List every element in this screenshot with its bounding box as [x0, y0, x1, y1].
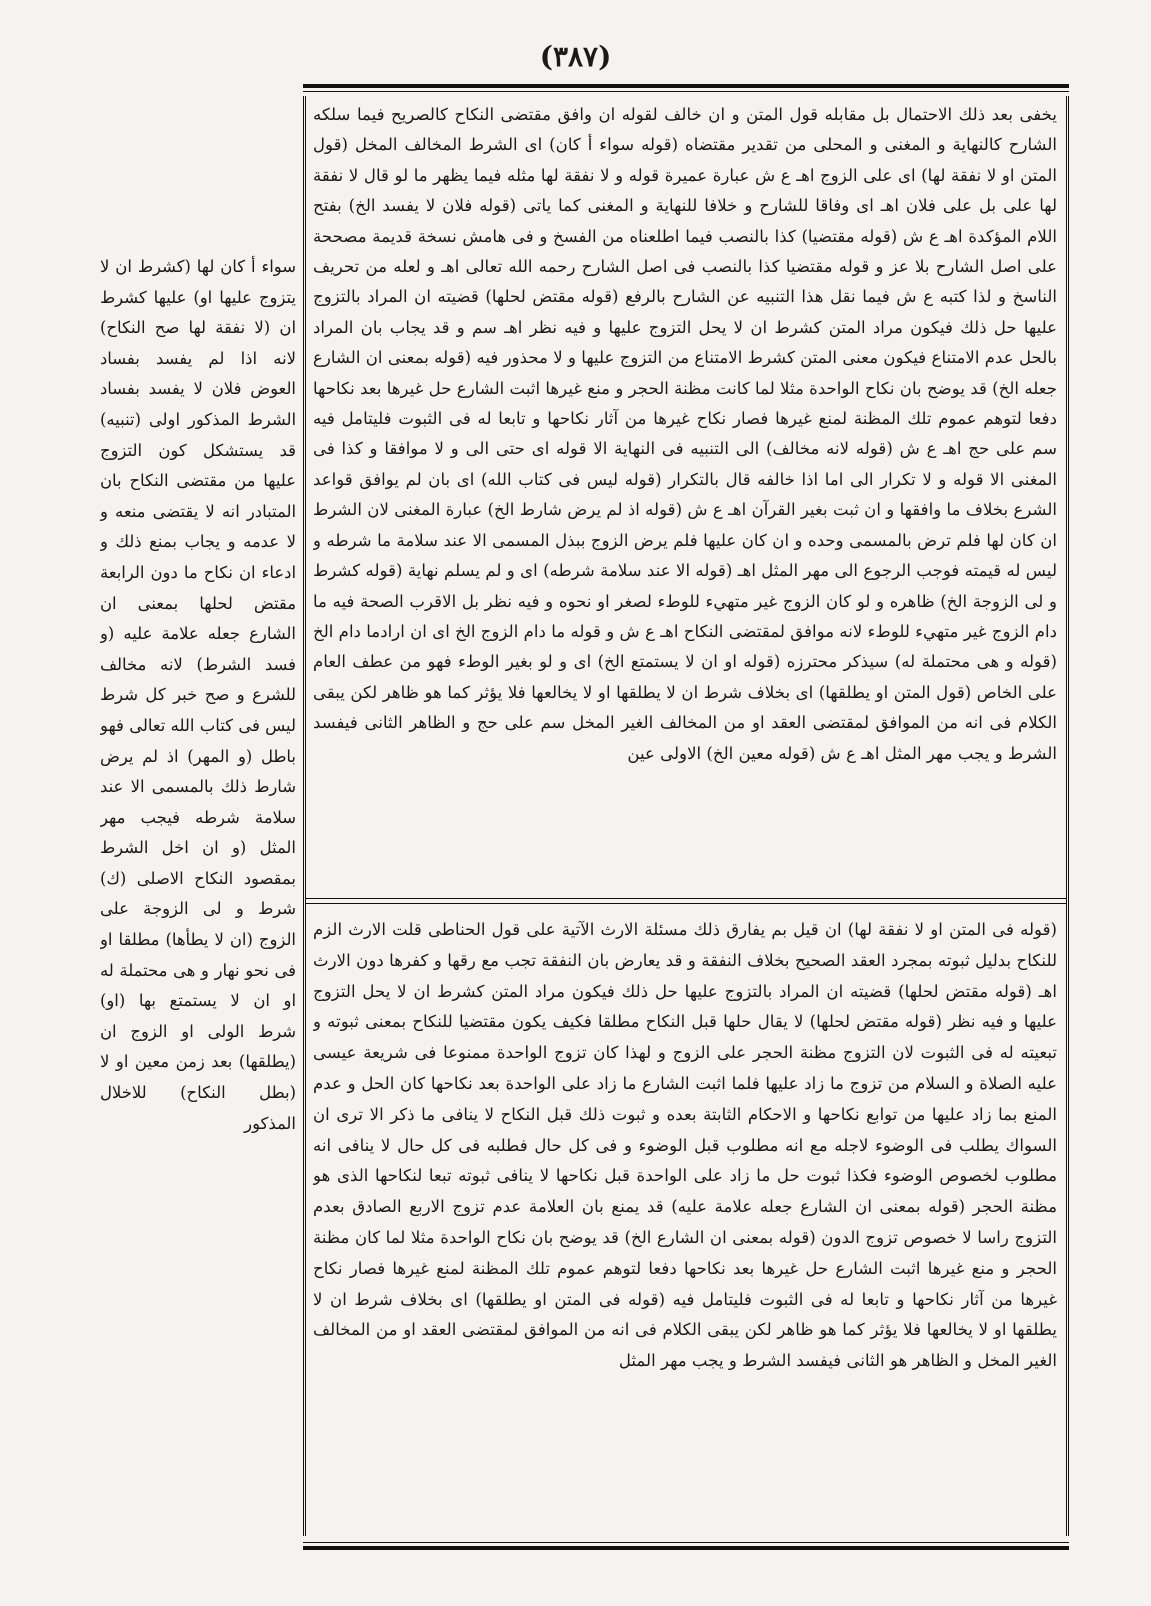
- top-double-rule: [303, 84, 1069, 92]
- page-number: (۳۸۷): [539, 40, 612, 73]
- secondary-commentary: [313, 915, 1057, 1535]
- bottom-double-rule: [303, 1542, 1069, 1550]
- secondary-commentary-text: (قوله فى المتن او لا نفقة لها) ان قيل بم يفارق ذلك مسئلة الارث الآتية على قول الحناطى قلت الارث الزم للنكاح بدليل ثبوته بمجرد العقد الصحيح بخلاف النفقة و قد يعارض بان النفقة تجب مع رقها و كفرها دون الارث اهـ (قوله مقتض لحلها) قضيته ان المراد بالتزوج عليها حل ذلك فيكون مراد المتن كشرط ان لا يحل التزوج عليها و فيه نظر (قوله مقتض لحلها) لا يقال حلها قبل النكاح مطلقا فكيف يكون مقتضيا للنكاح بمعنى ثبوته و تبعيته له فى الثبوت لان التزوج مظنة الحجر على الزوج و لهذا كان تزوج الواحدة ممنوعا فى شريعة عيسى عليه الصلاة و السلام من تزوج ما زاد عليها فلما اثبت الشارع ما زاد على الواحدة بعد نكاحها كان الحل و عدم المنع بما زاد عليها من توابع نكاحها و الاحكام الثابتة بعده و ثبوت ذلك قبل النكاح لا ينافى ما ذكر الا ترى ان السواك يطلب فى الوضوء لاجله مع انه مطلوب قبل الوضوء و فى كل حال فطلبه فى كل حال لا ينافى انه مطلوب لخصوص الوضوء فكذا ثبوت حل ما زاد على الواحدة قبل نكاحها لا ينافى ثبوته تبعا لنكاحها الذى هو مظنة الحجر (قوله بمعنى ان الشارع جعله علامة عليه) قد يمنع بان العلامة عدم تزوج الاربع الصادق بعدم التزوج راسا لا خصوص تزوج الدون (قوله بمعنى ان الشارع الخ) قد يوضح بان نكاح الواحدة مثلا لما كان مظنة الحجر و منع غيرها اثبت الشارع حل غيرها بعد نكاحها دفعا لتوهم عموم تلك المظنة لمنع غيرها فصار نكاح غيرها من آثار نكاحها و تابعا له فى الثبوت فليتامل فيه (قوله فى المتن او يطلقها) اى بخلاف شرط ان لا يطلقها او لا يخالعها فلا يؤثر كما هو ظاهر لكن يبقى الكلام فى انه من الموافق لمقتضى العقد او من المخالف الغير المخل و الظاهر هو الثانى فيفسد الشرط و يجب مهر المثل: [313, 920, 1057, 1371]
- section-divider: [306, 898, 1066, 904]
- matn-side-column: [100, 252, 296, 1372]
- main-commentary-text: يخفى بعد ذلك الاحتمال بل مقابله قول المتن و ان خالف لقوله ان وافق مقتضى النكاح كالصريح فيما سلكه الشارح كالنهاية و المغنى و المحلى من تقدير مقتضاه (قوله سواء أ كان) اى الشرط المخالف المخل (قول المتن او لا نفقة لها) اى على الزوج اهـ ع ش عبارة عميرة قوله و لا نفقة لها مثله فيما يظهر ما لو قال لا نفقة لها على بل على فلان اهـ اى وفاقا للشارح و خلافا للنهاية و المغنى كما ياتى (قوله فلان لا يفسد الخ) بفتح اللام المؤكدة اهـ ع ش (قوله مقتضيا) كذا بالنصب فيما اطلعناه من الفسخ و فى هامش نسخة قديمة مصححة على اصل الشارح بلا عز و قوله مقتضيا كذا بالنصب فى اصل الشارح رحمه الله تعالى اهـ و لعله من تحريف الناسخ و لذا كتبه ع ش فيما نقل هذا التنبيه عن الشارح بالرفع (قوله مقتض لحلها) قضيته ان المراد بالتزوج عليها حل ذلك فيكون مراد المتن كشرط ان لا يحل التزوج عليها و فيه نظر اهـ سم و قد يجاب بان المراد بالحل عدم الامتناع فيكون معنى المتن كشرط الامتناع من التزوج عليها و لا محذور فيه (قوله بمعنى ان الشارع جعله الخ) قد يوضح بان نكاح الواحدة مثلا لما كانت مظنة الحجر و منع غيرها اثبت الشارع حل غيرها بعد نكاحها دفعا لتوهم عموم تلك المظنة لمنع غيرها فصار نكاح غيرها من آثار نكاحها و تابعا له فى الثبوت فليتامل فيه سم على حج اهـ ع ش (قوله لانه مخالف) الى التنبيه فى النهاية الا قوله اى حتى الى و لا موافقا و كذا فى المغنى الا قوله و لا تكرار الى اما اذا خالفه قال بالتكرار (قوله ليس فى كتاب الله) اى بان لم يوافق قواعد الشرع بخلاف ما وافقها و ان ثبت بغير القرآن اهـ ع ش (قوله اذ لم يرض شارط الخ) عبارة المغنى لان الشرط ان كان لها فلم ترض بالمسمى وحده و ان كان عليها فلم يرض الزوج ببذل المسمى الا عند سلامة ما شرطه و ليس له قيمته فوجب الرجوع الى مهر المثل اهـ (قوله الا عند سلامة شرطه) اى و لم يسلم نهاية (قوله كشرط و لى الزوجة الخ) ظاهره و لو كان الزوج غير متهيء للوطء لصغر او نحوه و فيه نظر بل الاقرب الصحة فيه ما دام الزوج غير متهيء للوطء لانه موافق لمقتضى النكاح اهـ ع ش و قوله ما دام الزوج الخ اى ان ارادما دام الخ (قوله و هى محتملة له) سيذكر محترزه (قوله او ان لا يستمتع الخ) اى و لو بغير الوطء فهو من عطف العام على الخاص (قول المتن او يطلقها) اى بخلاف شرط ان لا يطلقها او لا يخالعها فلا يؤثر كما هو ظاهر لكن يبقى الكلام فى انه من الموافق لمقتضى العقد او من المخالف الغير المخل سم على حج و الظاهر الثانى فيفسد الشرط و يجب مهر المثل اهـ ع ش (قوله معين الخ) الاولى عين: [313, 105, 1057, 763]
- matn-text: سواء أ كان لها (كشرط ان لا يتزوج عليها او) عليها كشرط ان (لا نفقة لها صح النكاح) لانه اذا لم يفسد بفساد العوض فلان لا يفسد بفساد الشرط المذكور اولى (تنبيه) قد يستشكل كون التزوج عليها من مقتضى النكاح بان المتبادر انه لا يقتضى منعه و لا عدمه و يجاب بمنع ذلك و ادعاء ان نكاح ما دون الرابعة مقتض لحلها بمعنى ان الشارع جعله علامة عليه (و فسد الشرط) لانه مخالف للشرع و صح خبر كل شرط ليس فى كتاب الله تعالى فهو باطل (و المهر) اذ لم يرض شارط ذلك بالمسمى الا عند سلامة شرطه فيجب مهر المثل (و ان اخل الشرط بمقصود النكاح الاصلى (ك) شرط و لى الزوجة على الزوج (ان لا يطأها) مطلقا او فى نحو نهار و هى محتملة له او ان لا يستمتع بها (او) شرط الولى او الزوج ان (يطلقها) بعد زمن معين او لا (بطل النكاح) للاخلال المذكور: [100, 257, 296, 1133]
- main-commentary: [313, 100, 1057, 880]
